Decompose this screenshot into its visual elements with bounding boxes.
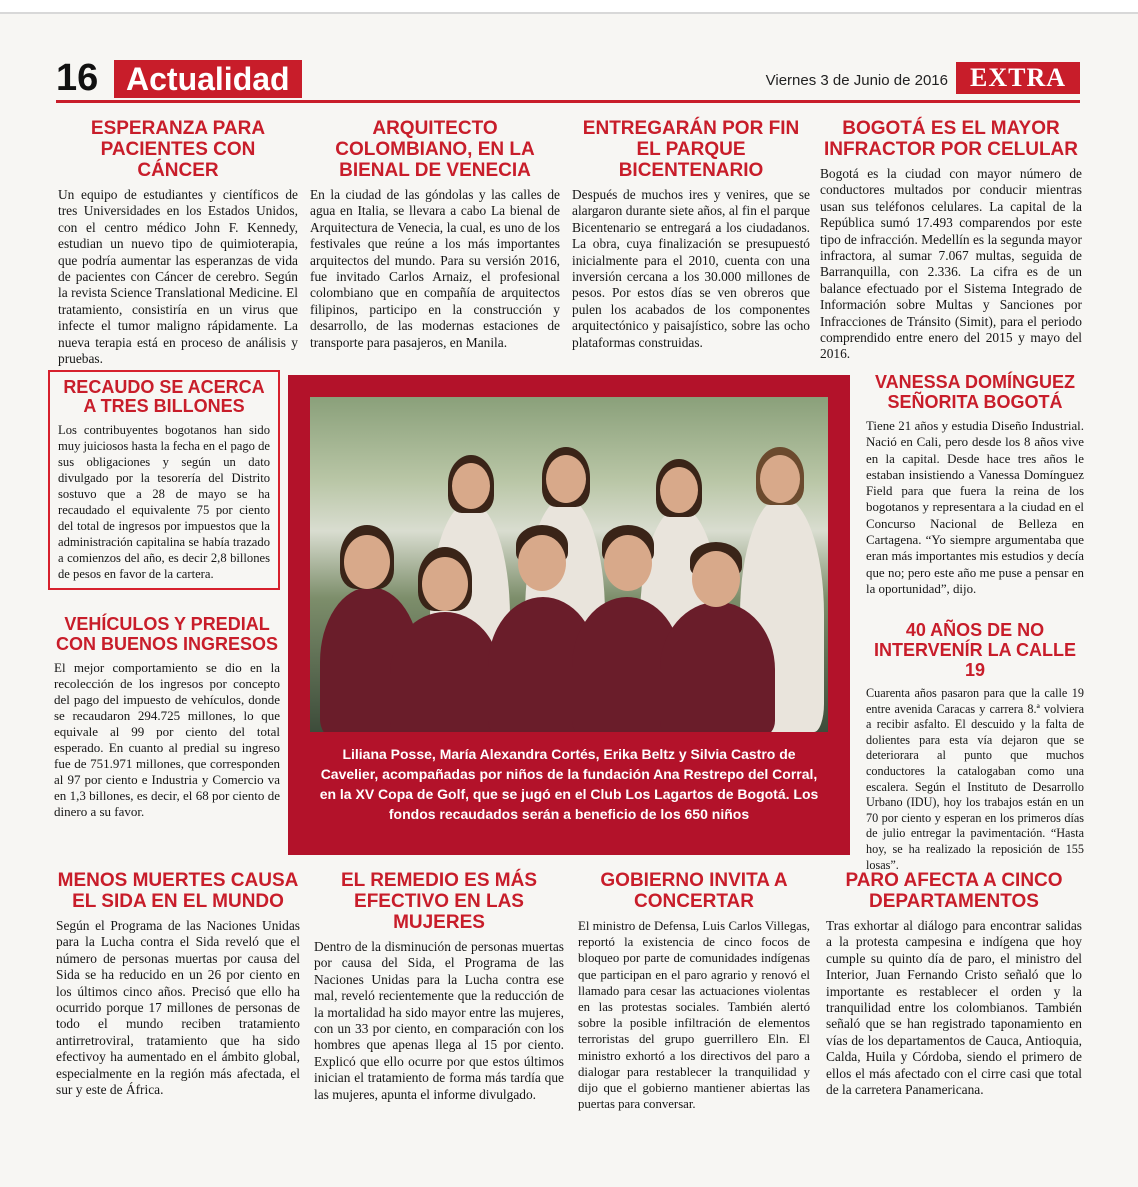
article-paro xyxy=(826,870,1082,1098)
article-parque xyxy=(572,118,810,351)
article-esperanza xyxy=(58,118,298,367)
person-figure xyxy=(390,612,500,732)
article-arquitecto xyxy=(310,118,560,351)
article-vehiculos xyxy=(54,614,280,820)
article-sida xyxy=(56,870,300,1098)
face-shape xyxy=(422,557,468,611)
face-shape xyxy=(546,455,586,503)
headline: VANESSA DOMÍNGUEZ SEÑORITA BOGOTÁ xyxy=(874,372,1075,412)
group-photo xyxy=(310,397,828,732)
section-title: Actualidad xyxy=(114,60,302,98)
article-remedio xyxy=(314,870,564,1103)
headline: RECAUDO SE ACERCA A TRES BILLONES xyxy=(63,377,265,416)
article-calle-19 xyxy=(866,620,1084,873)
face-shape xyxy=(344,535,390,589)
photo-panel xyxy=(288,375,850,855)
face-shape xyxy=(660,467,698,513)
face-shape xyxy=(604,535,652,591)
photo-caption: Liliana Posse, María Alexandra Cortés, Erika Beltz y Silvia Castro de Cavelier, acompañadas por niños de la fundación Ana Restrepo del Corral, en la XV Copa de Golf, que se jugó en el Club Los Lagartos de Bogotá. Los fondos recaudados serán a beneficio de los 650 niños xyxy=(319,746,819,822)
headline: PARO AFECTA A CINCO DEPARTAMENTOS xyxy=(845,870,1063,912)
masthead xyxy=(56,58,1080,102)
article-body: Tiene 21 años y estudia Diseño Industrial. Nació en Cali, pero desde los 8 años vive en la capital. Desde hace tres años le estaban insistiendo a Vanessa Domínguez Field para que fuera la reina de los bogotanos y representara a la ciudad en el Concurso Nacional de Belleza en Cartagena. “Yo siempre argumentaba que eran más importantes mis estudios y decía que no; pero este año me puse a pensar en la oportunidad”, dijo. xyxy=(866,419,1084,596)
face-shape xyxy=(760,455,800,503)
article-body: El ministro de Defensa, Luis Carlos Villegas, reportó la existencia de cinco focos de bloqueo por parte de comunidades indígenas que participan en el paro agrario y renovó el llamado para cesar las actuaciones violentas en las protestas sociales. También alertó sobre la posible infiltración de elementos terroristas del grupo guerrillero Eln. El ministro exhortó a los directivos del paro a dialogar para restablecer la tranquilidad y dijo que el gobierno mantiener abiertas las puertas para conversar. xyxy=(578,919,810,1112)
article-body: Bogotá es la ciudad con mayor número de conductores multados por conducir mientras usan sus teléfonos celulares. La capital de la República sumó 17.493 comparendos por este tipo de infracción. Medellín es la segunda mayor infractora, al sumar 7.067 multas, seguida de Barranquilla, con 2.336. La cifra es de un balance efectuado por el Sistema Integrado de Información sobre Multas y Sanciones por Infracciones de Tránsito (Simit), para el periodo comprendido entre enero del 2015 y mayo del 2016. xyxy=(820,166,1082,362)
scan-top-strip xyxy=(0,0,1138,14)
article-body: El mejor comportamiento se dio en la recolección de los ingresos por concepto del pago del impuesto de vehículos, donde se recaudaron 294.725 millones, lo que equivale al 99 por ciento del total esperado. En cuanto al predial su ingreso fue de 751.971 millones, que corresponden al 97 por ciento e Industria y Comercio va en 1,3 billones, es decir, el 68 por ciento de dinero a su favor. xyxy=(54,660,280,819)
headline: MENOS MUERTES CAUSA EL SIDA EN EL MUNDO xyxy=(57,870,299,912)
page-number: 16 xyxy=(56,57,99,99)
masthead-rule xyxy=(56,100,1080,103)
article-body: Después de muchos ires y venires, que se alargaron durante siete años, al fin el parque Bicentenario se entregará a los ciudadanos. La obra, cuya finalización se presupuestó inicialmente para el 2010, cuenta con una inversión cercana a los 30.000 millones de pesos. Por estos días se ven obreros que pulen los acabados de los componentes arquitectónico y paisajístico, sobre las ocho plataformas construidas. xyxy=(572,187,810,350)
article-body: Tras exhortar al diálogo para encontrar salidas a la protesta campesina e indígena que hoy cumple su quinto día de paro, el ministro del Interior, Juan Fernando Cristo señaló que lo importante es restablecer el orden y la tranquilidad entre los colombianos. También señaló que se han registrado taponamiento en vías de los departamentos de Cauca, Antioquia, Calda, Huila y Córdoba, siendo el primero de ellos el más afectado con el cirre casi que total de la carretera Panamericana. xyxy=(826,918,1082,1098)
article-body: Un equipo de estudiantes y científicos de tres Universidades en los Estados Unidos, con el centro médico John F. Kennedy, estudian un nuevo tipo de quimioterapia, que podría aumentar las esperanzas de vida de pacientes con Cáncer de cerebro. Según la revista Science Translational Medicine. El tratamiento, consistiría en un virus que infecte el tumor maligno rápidamente. La nueva terapia está en proceso de análisis y pruebas. xyxy=(58,187,298,367)
headline: ENTREGARÁN POR FIN EL PARQUE BICENTENARIO xyxy=(582,118,800,181)
headline: ARQUITECTO COLOMBIANO, EN LA BIENAL DE VENECIA xyxy=(335,118,535,181)
issue-date: Viernes 3 de Junio de 2016 xyxy=(765,72,948,89)
headline: GOBIERNO INVITA A CONCERTAR xyxy=(600,870,788,912)
face-shape xyxy=(518,535,566,591)
headline: VEHÍCULOS Y PREDIAL CON BUENOS INGRESOS xyxy=(55,614,279,654)
headline: BOGOTÁ ES EL MAYOR INFRACTOR POR CELULAR xyxy=(823,118,1079,160)
headline: ESPERANZA PARA PACIENTES CON CÁNCER xyxy=(90,118,266,181)
article-body: Dentro de la disminución de personas muertas por causa del Sida, el Programa de las Naciones Unidas para la Lucha contra ese mal, reveló recientemente que la reducción de la mortalidad ha sido mayor entre las mujeres, con un 33 por ciento, en comparación con los hombres que apenas llega al 15 por ciento. Explicó que ello ocurre por que estos últimos inician el tratamiento de forma más tardía que las mujeres, apunta el informe divulgado. xyxy=(314,939,564,1102)
article-recaudo xyxy=(48,370,280,590)
article-body: Cuarenta años pasaron para que la calle 19 entre avenida Caracas y carrera 8.ª volviera a recibir asfalto. El descuido y la falta de dolientes para esta vía dejaron que se deteriorara al punto que muchos conductores la catalogaban como una escalera. Según el Instituto de Desarrollo Urbano (IDU), hoy los trabajos están en un 70 por ciento y esperan en los primeros días de julio entregar la pavimentación. “Hasta hoy, se ha realizado la reposición de 155 losas”. xyxy=(866,686,1084,872)
face-shape xyxy=(452,463,490,509)
article-gobierno xyxy=(578,870,810,1112)
headline: EL REMEDIO ES MÁS EFECTIVO EN LAS MUJERES xyxy=(340,870,537,933)
article-body: Según el Programa de las Naciones Unidas para la Lucha contra el Sida reveló que el número de personas muertas por causa del Sida se ha reducido en un 26 por ciento en los últimos cinco años. Precisó que ello ha ocurrido porque 17 millones de personas de todo el mundo reciben tratamiento antirretroviral, tratamiento que ha sido efectivoy ha aumentado en el ámbito global, especialmente en la región más afectada, el sur y este de África. xyxy=(56,918,300,1098)
article-body: En la ciudad de las góndolas y las calles de agua en Italia, se llevara a cabo La bienal de Arquitectura de Venecia, la cual, es uno de los festivales que reúne a los más importantes arquitectos del mundo. Para su versión 2016, fue invitado Carlos Arnaiz, el profesional colombiano que en compañía de arquitectos filipinos, participo en la construcción y desarrollo, de las modernas estaciones de transporte para pasajeros, en Manila. xyxy=(310,187,560,350)
article-vanessa xyxy=(866,372,1084,597)
extra-logo: EXTRA xyxy=(956,62,1080,94)
article-body: Los contribuyentes bogotanos han sido muy juiciosos hasta la fecha en el pago de sus obligaciones y según un dato divulgado por la tesorería del Distrito sostuvo que a 28 de mayo se ha recaudado el equivalente 75 por ciento del total de ingresos por impuestos que la administración capitalina se había trazado a comienzos del año, es decir 2,8 billones de pesos en favor de la cartera. xyxy=(58,423,270,581)
face-shape xyxy=(692,551,740,607)
article-bogota-celular xyxy=(820,118,1082,363)
headline: 40 AÑOS DE NO INTERVENÍR LA CALLE 19 xyxy=(873,620,1076,680)
person-figure xyxy=(660,602,775,732)
